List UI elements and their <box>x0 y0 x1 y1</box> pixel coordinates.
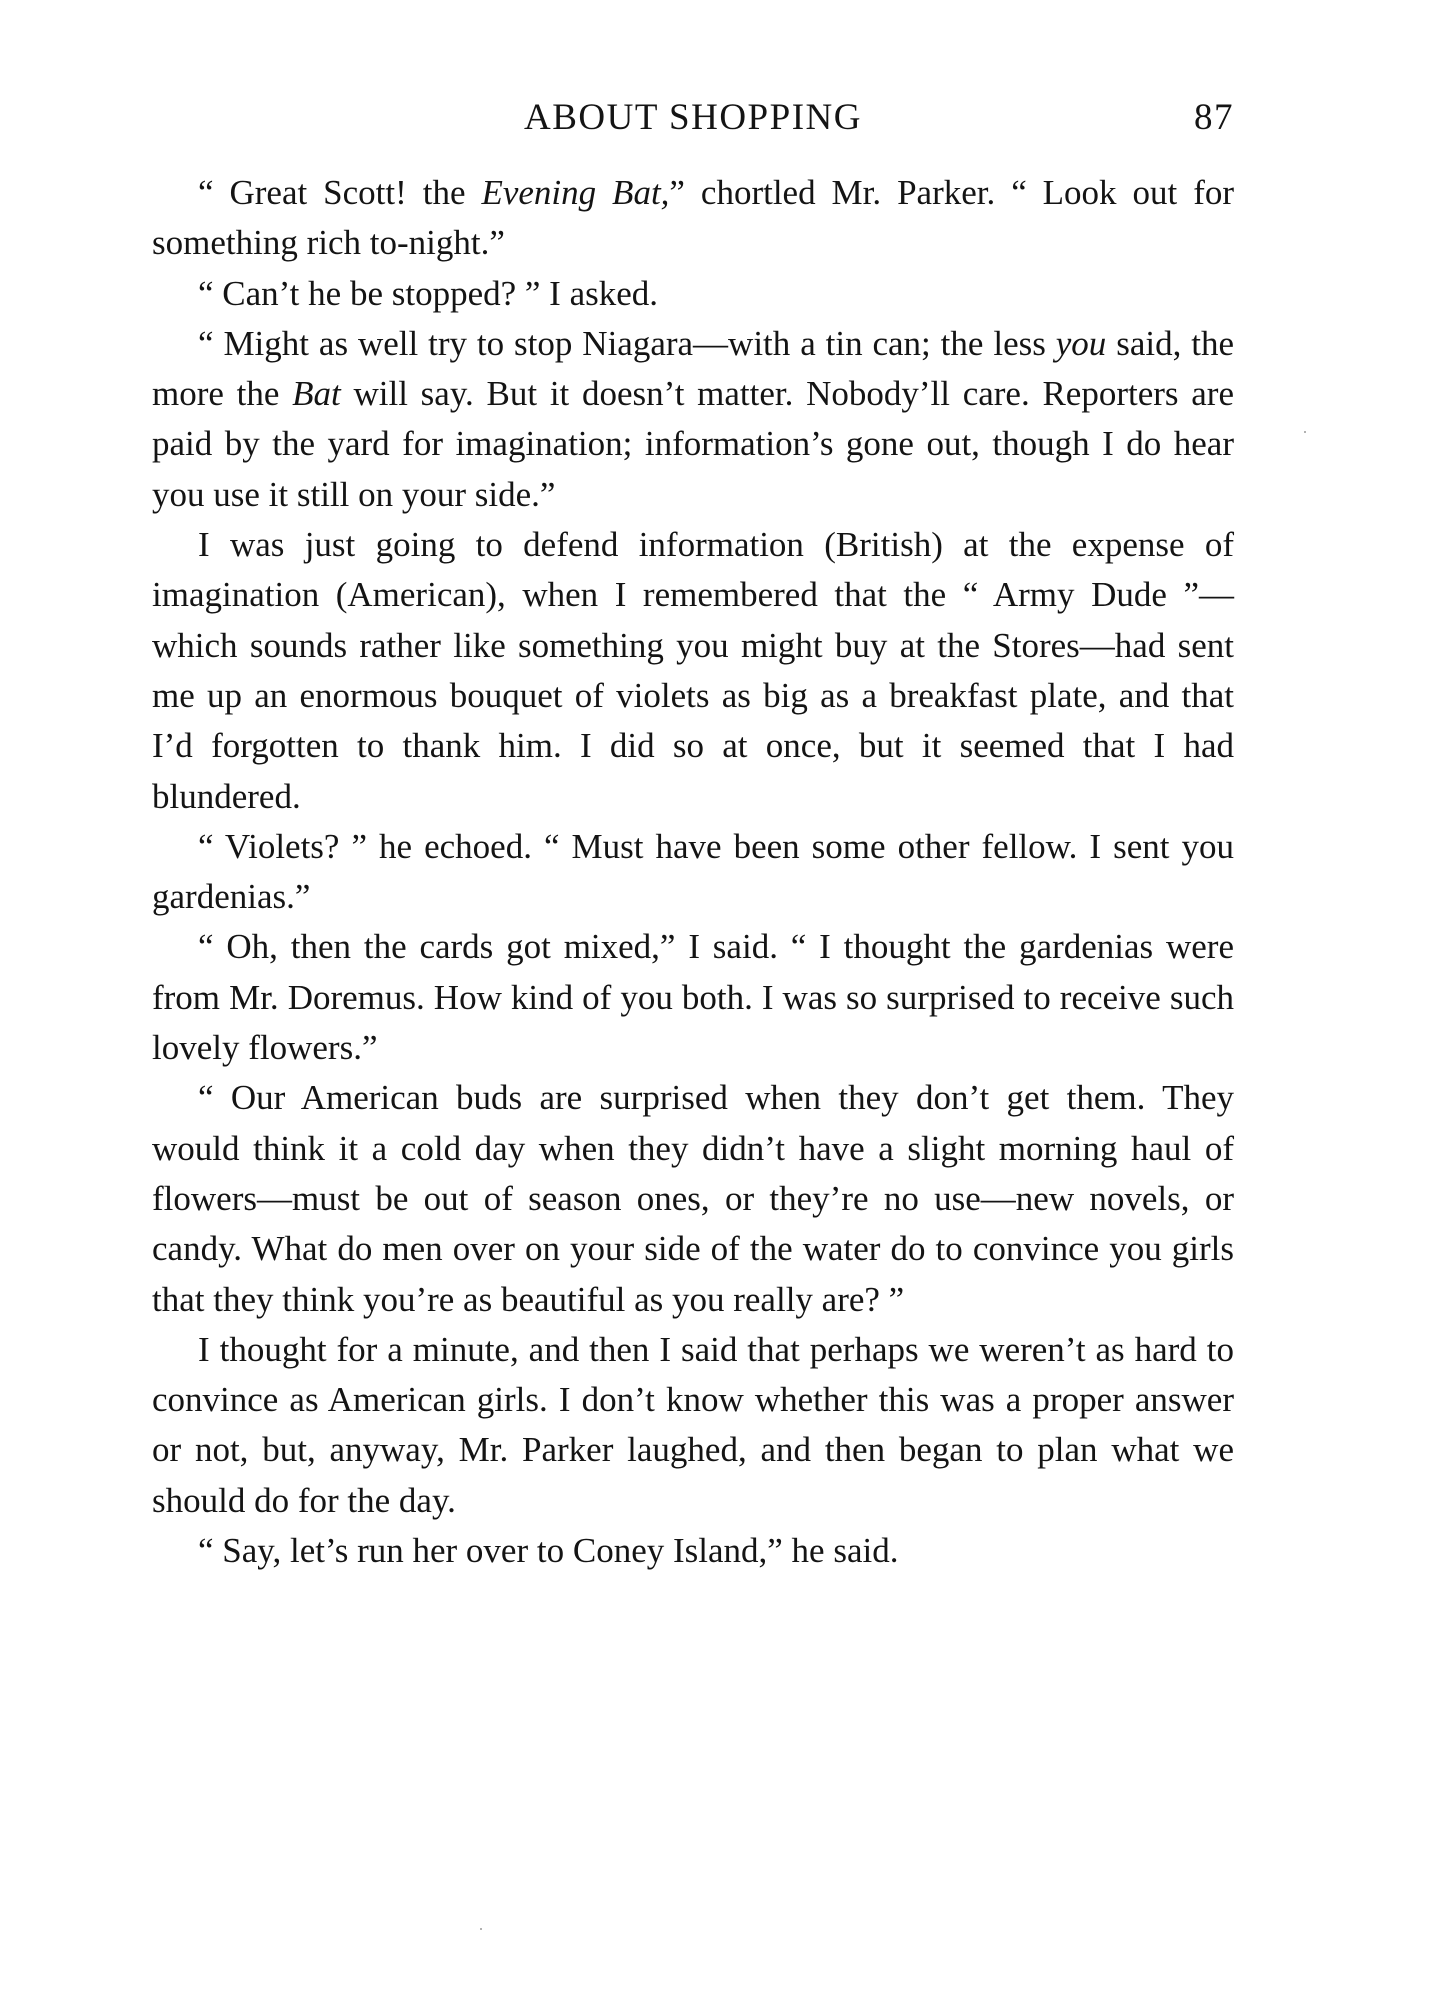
paragraph-5-text: “ Violets? ” he echoed. “ Must have been some other fellow. I sent you gardenias.” <box>152 826 1234 917</box>
body-text <box>152 168 1234 1576</box>
paragraph-1-text-b: ” chortled Mr. Parker. “ Look out for something rich to-night.” <box>152 173 1234 263</box>
paragraph-7 <box>152 1073 1234 1324</box>
paragraph-9 <box>152 1526 1234 1576</box>
paragraph-3-text-b: said, the more the <box>152 323 1235 414</box>
paragraph-1 <box>152 168 1234 269</box>
paragraph-3-italic-bat: Bat <box>292 374 341 414</box>
paragraph-6-text: “ Oh, then the cards got mixed,” I said. “ I thought the gardenias were from Mr. Doremus. How kind of you both. I was so surprised to receive such lovely flowers.” <box>152 927 1234 1068</box>
paragraph-3-text-c: will say. But it doesn’t matter. Nobody’ll care. Reporters are paid by the yard for imagination; information’s gone out, though I do hear you use it still on your side.” <box>152 374 1234 514</box>
paragraph-3-text-a: “ Might as well try to stop Niagara—with a tin can; the less <box>198 323 1056 363</box>
paper-speck <box>480 1928 482 1930</box>
running-head <box>152 96 1234 146</box>
paper-speck <box>1304 431 1306 433</box>
paragraph-6 <box>152 922 1234 1073</box>
page-number: 87 <box>1194 97 1234 138</box>
paragraph-1-italic-evening-bat: Evening Bat, <box>481 173 670 212</box>
paragraph-7-text: “ Our American buds are surprised when they don’t get them. They would think it a cold day when they didn’t have a slight morning haul of flowers—must be out of season ones, or they’re no use—new novels, or candy. What do men over on your side of the water do to convince you girls that they think you’re as beautiful as you really are? ” <box>152 1078 1234 1319</box>
running-title: ABOUT SHOPPING <box>524 97 862 138</box>
paragraph-4 <box>152 520 1234 822</box>
paragraph-5 <box>152 822 1234 923</box>
paragraph-1-text-a: “ Great Scott! the <box>198 173 482 212</box>
paragraph-2-text: “ Can’t he be stopped? ” I asked. <box>198 273 659 313</box>
paragraph-3 <box>152 319 1234 520</box>
paragraph-2 <box>152 269 1234 319</box>
paragraph-8-text: I thought for a minute, and then I said that perhaps we weren’t as hard to convince as American girls. I don’t know whether this was a proper answer or not, but, anyway, Mr. Parker laughed, and then began to plan what we should do for the day. <box>152 1329 1234 1520</box>
paragraph-3-italic-you: you <box>1055 323 1107 363</box>
paragraph-8 <box>152 1325 1234 1526</box>
paragraph-4-text: I was just going to defend information (British) at the expense of imagination (American), when I remembered that the “ Army Dude ”—which sounds rather like something you might buy at the Stores—had sent me up an enormous bouquet of violets as big as a breakfast plate, and that I’d forgotten to thank him. I did so at once, but it seemed that I had blundered. <box>152 525 1234 816</box>
paragraph-9-text: “ Say, let’s run her over to Coney Island,” he said. <box>198 1531 899 1571</box>
